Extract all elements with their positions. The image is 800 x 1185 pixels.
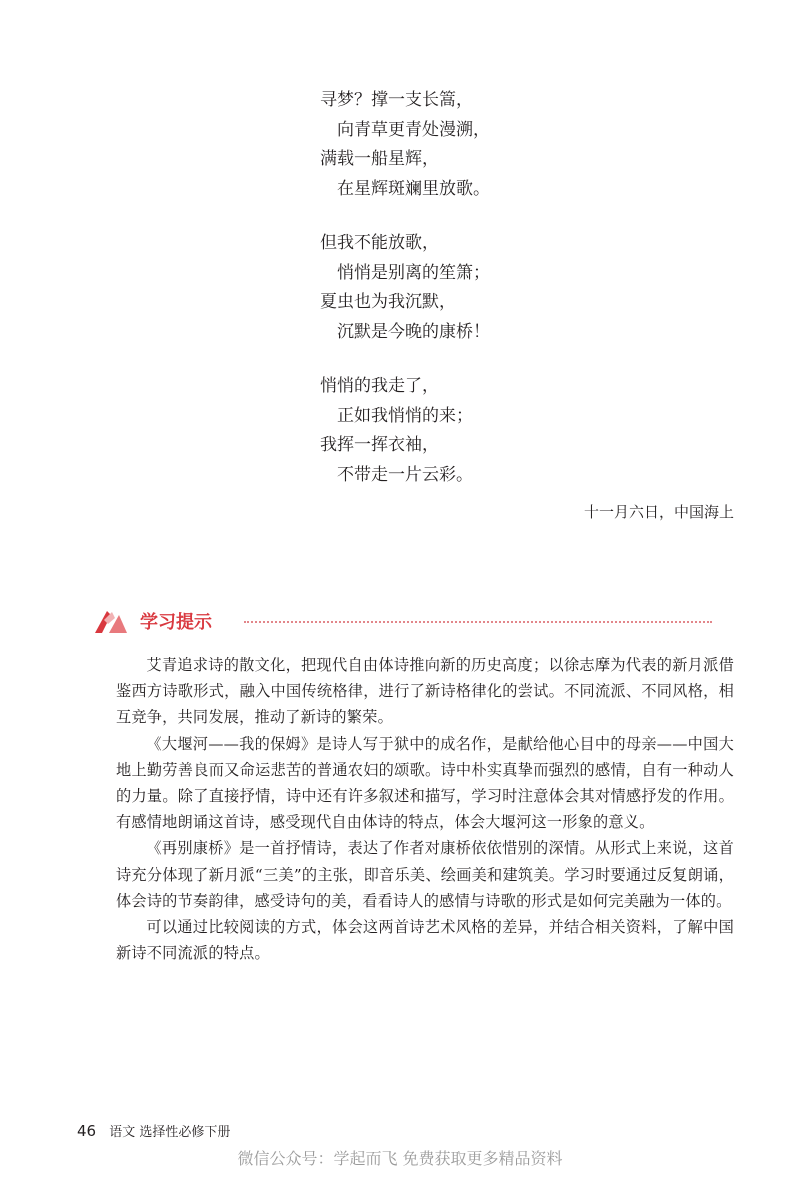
page-footer [77, 1121, 230, 1140]
tips-paragraph: 《再别康桥》是一首抒情诗，表达了作者对康桥依依惜别的深情。从形式上来说，这首诗充分体现了新月派“三美”的主张，即音乐美、绘画美和建筑美。学习时要通过反复朗诵，体会诗的节奏韵律，感受诗句的美，看看诗人的感情与诗歌的形式是如何完美融为一体的。 [116, 839, 734, 910]
poem-line: 但我不能放歌， [320, 233, 439, 253]
book-title: 语文 选择性必修下册 [109, 1125, 231, 1140]
poem-stanza [320, 86, 490, 204]
study-tips-header [92, 606, 712, 636]
poem-line: 正如我悄悄的来； [337, 405, 473, 426]
study-tips-title: 学习提示 [140, 612, 212, 633]
poem [320, 86, 490, 515]
watermark-text: 微信公众号：学起而飞 免费获取更多精品资料 [237, 1149, 563, 1168]
poem-line: 我挥一挥衣袖， [320, 435, 439, 455]
tips-paragraph: 可以通过比较阅读的方式，体会这两首诗艺术风格的差异，并结合相关资料，了解中国新诗不同流派的特点。 [116, 918, 734, 963]
poem-line: 悄悄是别离的笙箫； [337, 262, 490, 283]
poem-line: 满载一船星辉， [320, 149, 439, 169]
tips-paragraph: 《大堰河——我的保姆》是诗人写于狱中的成名作，是献给他心目中的母亲——中国大地上勤劳善良而又命运悲苦的普通农妇的颂歌。诗中朴实真挚而强烈的感情，自有一种动人的力量。除了直接抒情，诗中还有许多叙述和描写，学习时注意体会其对情感抒发的作用。有感情地朗诵这首诗，感受现代自由体诗的特点，体会大堰河这一形象的意义。 [116, 734, 734, 832]
poem-line: 寻梦？撑一支长篙， [320, 90, 473, 110]
poem-line: 沉默是今晚的康桥！ [337, 321, 490, 342]
poem-date: 十一月六日，中国海上 [583, 503, 734, 521]
tips-paragraph: 艾青追求诗的散文化，把现代自由体诗推向新的历史高度；以徐志摩为代表的新月派借鉴西方诗歌形式，融入中国传统格律，进行了新诗格律化的尝试。不同流派、不同风格，相互竞争，共同发展，推动了新诗的繁荣。 [116, 656, 734, 727]
poem-line: 夏虫也为我沉默， [320, 292, 456, 312]
page-number: 46 [77, 1122, 97, 1140]
study-tips-icon [92, 606, 130, 636]
poem-stanza [320, 372, 490, 490]
poem-stanza [320, 229, 490, 347]
poem-line: 不带走一片云彩。 [337, 464, 473, 485]
dotted-divider [244, 621, 712, 623]
poem-line: 在星辉斑斓里放歌。 [337, 178, 490, 199]
poem-line: 向青草更青处漫溯， [337, 119, 490, 140]
study-tips-body [116, 652, 734, 966]
poem-line: 悄悄的我走了， [320, 376, 439, 396]
